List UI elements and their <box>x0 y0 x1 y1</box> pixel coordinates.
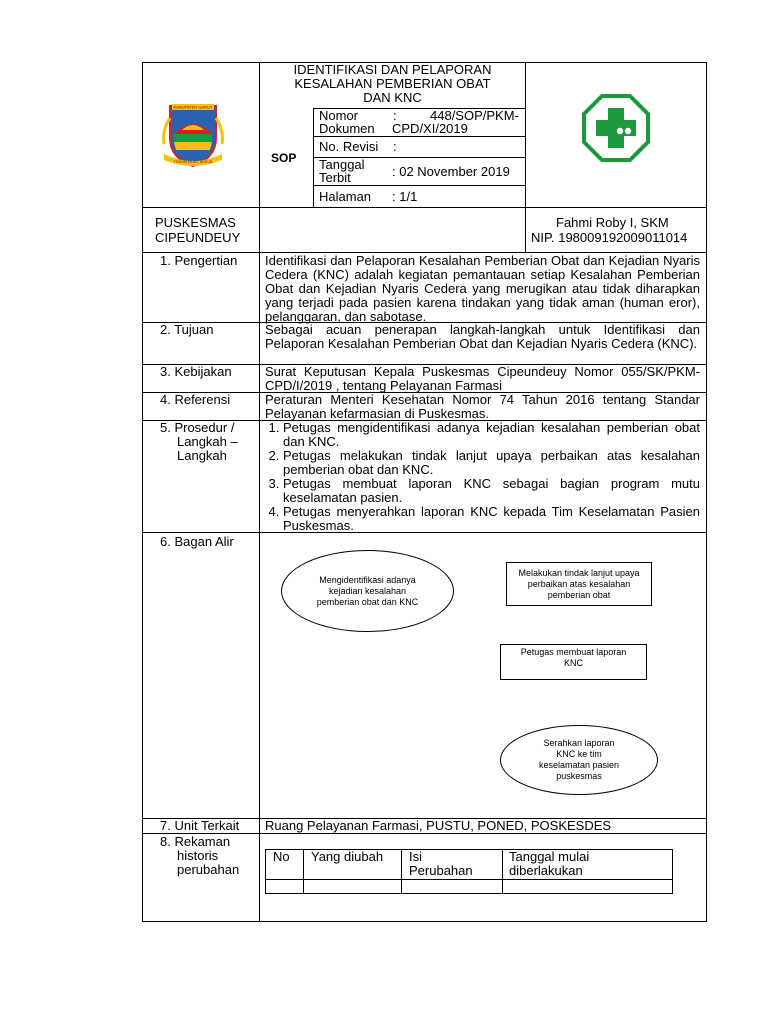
pengertian-label: 1. Pengertian <box>160 253 238 268</box>
org-line-2: CIPEUNDEUY <box>155 230 241 245</box>
history-col-1 <box>303 849 304 894</box>
bagan-label: 6. Bagan Alir <box>160 534 234 549</box>
history-header-changed: Yang diubah <box>311 849 384 864</box>
tanggal-label-2: Terbit <box>319 170 351 185</box>
history-header-no: No <box>273 849 290 864</box>
flow-node-followup-text: Melakukan tindak lanjut upaya perbaikan atas kesalahan pemberian obat <box>518 567 640 600</box>
pengertian-text: Identifikasi dan Pelaporan Kesalahan Pemberian Obat dan Kejadian Nyaris Cedera (KNC) adalah kegiatan pemantauan setiap Kesalahan Pemberian Obat dan Kejadian Nyaris Cedera yang merugikan atau tidak diharapkan yang terjadi pada pasien karena tindakan yang tidak aman (human eror), pelanggaran, dan sabotase. <box>265 253 700 324</box>
history-header-effective: diberlakukan <box>509 863 583 878</box>
prosedur-step-2: 2. Petugas melakukan tindak lanjut upaya perbaikan atas kesalahan pemberian obat dan KNC. <box>283 449 700 477</box>
rekaman-label-1: 8. Rekaman <box>160 834 231 849</box>
title-line-3: DAN KNC <box>363 90 422 105</box>
tanggal-label-1: Tanggal <box>319 157 365 172</box>
halaman-value: : 1/1 <box>392 189 418 204</box>
flow-node-submit-text: Serahkan laporan KNC ke tim keselamatan pasien puskesmas <box>538 738 620 781</box>
logo-left <box>160 100 226 170</box>
prosedur-label-2: Langkah – <box>177 434 238 449</box>
logo-left-banner: KABUPATEN GARUT <box>173 104 213 110</box>
prosedur-step-1: 1. Petugas mengidentifikasi adanya kejadian kesalahan pemberian obat dan KNC. <box>283 421 700 449</box>
dokumen-label: Dokumen <box>319 121 375 136</box>
history-header-date: Tanggal mulai <box>509 849 590 864</box>
rekaman-label-2: historis <box>177 848 219 863</box>
header-col-left <box>259 62 260 922</box>
nomor-colon: : <box>393 108 397 123</box>
logo-right <box>582 94 650 162</box>
referensi-text: Peraturan Menteri Kesehatan Nomor 74 Tahun 2016 tentang Standar Pelayanan kefarmasian di Puskesmas. <box>265 392 700 421</box>
header-col-right <box>525 62 526 253</box>
unit-text: Ruang Pelayanan Farmasi, PUSTU, PONED, POSKESDES <box>265 818 612 833</box>
prosedur-label-3: Langkah <box>177 448 227 463</box>
frame-bottom <box>142 921 707 922</box>
revisi-label: No. Revisi <box>319 139 379 154</box>
unit-label: 7. Unit Terkait <box>160 818 240 833</box>
rekaman-label-3: perubahan <box>177 862 240 877</box>
history-header-isi: Isi <box>409 849 422 864</box>
revisi-value: : <box>393 139 397 154</box>
history-row-sep <box>265 879 673 880</box>
nomor-value-2: CPD/XI/2019 <box>392 121 468 136</box>
tujuan-label: 2. Tujuan <box>160 322 214 337</box>
frame-right <box>706 62 707 922</box>
flow-node-report-text: Petugas membuat laporan KNC <box>520 647 627 668</box>
title-line-2: KESALAHAN PEMBERIAN OBAT <box>294 76 491 91</box>
prosedur-step-4: 4. Petugas menyerahkan laporan KNC kepada Tim Keselamatan Pasien Puskesmas. <box>283 505 700 533</box>
flow-node-followup <box>506 562 652 606</box>
history-header-perubahan: Perubahan <box>409 863 473 878</box>
flow-node-report <box>500 644 647 680</box>
tujuan-text: Sebagai acuan penerapan langkah-langkah untuk Identifikasi dan Pelaporan Kesalahan Pemberian Obat dan Kejadian Nyaris Cedera (KNC). <box>265 322 700 351</box>
tanggal-value: : 02 November 2019 <box>392 164 510 179</box>
kebijakan-text: Surat Keputusan Kepala Puskesmas Cipeundeuy Nomor 055/SK/PKM-CPD/I/2019 , tentang Pelayanan Farmasi <box>265 364 700 393</box>
sop-label: SOP <box>271 151 297 165</box>
title-line-1: IDENTIFIKASI DAN PELAPORAN <box>293 62 492 77</box>
signer-name: Fahmi Roby I, SKM <box>556 215 669 230</box>
nomor-value-1: 448/SOP/PKM- <box>430 108 519 123</box>
halaman-label: Halaman <box>319 189 372 204</box>
referensi-label: 4. Referensi <box>160 392 231 407</box>
nomor-bottom <box>313 136 525 137</box>
kebijakan-label: 3. Kebijakan <box>160 364 232 379</box>
tanggal-bottom <box>313 185 525 186</box>
prosedur-steps <box>266 421 700 533</box>
history-col-3 <box>502 849 503 894</box>
nomor-label: Nomor <box>319 108 359 123</box>
flow-node-identify-text: Mengidentifikasi adanya kejadian kesalahan pemberian obat dan KNC <box>316 574 419 607</box>
prosedur-label-1: 5. Prosedur / <box>160 420 235 435</box>
header-bottom <box>142 207 707 208</box>
frame-left <box>142 62 143 922</box>
org-line-1: PUSKESMAS <box>155 215 236 230</box>
logo-left-motto: TEKUN BUAT KERJA <box>173 159 213 164</box>
signer-nip: NIP. 198009192009011014 <box>531 230 688 245</box>
history-col-2 <box>401 849 402 894</box>
flow-node-identify <box>281 550 454 632</box>
prosedur-step-3: 3. Petugas membuat laporan KNC sebagai bagian program mutu keselamatan pasien. <box>283 477 700 505</box>
flow-node-submit <box>500 725 658 795</box>
